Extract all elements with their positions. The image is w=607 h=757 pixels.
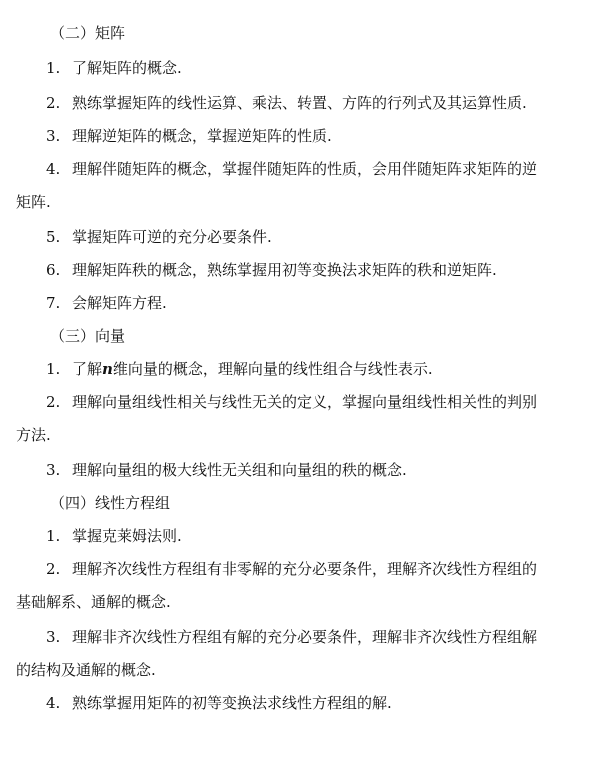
list-item <box>46 57 607 79</box>
item-continuation: 基础解系、通解的概念. <box>16 593 171 611</box>
item-number: 2. <box>46 393 61 411</box>
list-item <box>46 358 607 380</box>
item-text: 了解矩阵的概念. <box>72 59 182 77</box>
list-item <box>46 692 607 714</box>
item-text: 会解矩阵方程. <box>72 294 167 312</box>
list-item <box>46 391 607 413</box>
item-number: 7. <box>46 294 61 312</box>
item-text: 理解非齐次线性方程组有解的充分必要条件，理解非齐次线性方程组解 <box>72 628 538 646</box>
item-text: 维向量的概念，理解向量的线性组合与线性表示. <box>112 360 433 378</box>
item-number: 2. <box>46 560 61 578</box>
list-item <box>46 292 607 314</box>
section-heading-matrix: （二）矩阵 <box>50 24 126 42</box>
item-number: 4. <box>46 694 61 712</box>
item-number: 1. <box>46 360 61 378</box>
list-item <box>46 459 607 481</box>
item-number: 5. <box>46 228 61 246</box>
list-item <box>46 525 607 547</box>
item-text: 熟练掌握用矩阵的初等变换法求线性方程组的解. <box>72 694 392 712</box>
item-text: 理解齐次线性方程组有非零解的充分必要条件，理解齐次线性方程组的 <box>72 560 538 578</box>
item-text-prefix: 了解 <box>72 360 103 378</box>
item-text: 掌握克莱姆法则. <box>72 527 182 545</box>
list-item <box>46 626 607 648</box>
variable-n: n <box>102 360 113 378</box>
item-text: 理解逆矩阵的概念，掌握逆矩阵的性质. <box>72 127 332 145</box>
section-heading-vector: （三）向量 <box>50 327 126 345</box>
item-number: 4. <box>46 160 61 178</box>
item-text: 理解伴随矩阵的概念，掌握伴随矩阵的性质，会用伴随矩阵求矩阵的逆 <box>72 160 538 178</box>
list-item <box>46 92 607 114</box>
item-number: 6. <box>46 261 61 279</box>
item-number: 1. <box>46 527 61 545</box>
section-heading-linear-equations: （四）线性方程组 <box>50 494 171 512</box>
item-text: 掌握矩阵可逆的充分必要条件. <box>72 228 272 246</box>
list-item <box>46 558 607 580</box>
list-item <box>46 226 607 248</box>
item-text: 理解向量组的极大线性无关组和向量组的秩的概念. <box>72 461 407 479</box>
item-text: 熟练掌握矩阵的线性运算、乘法、转置、方阵的行列式及其运算性质. <box>72 94 527 112</box>
list-item <box>46 125 607 147</box>
list-item <box>46 158 607 180</box>
item-number: 1. <box>46 59 61 77</box>
item-continuation: 矩阵. <box>16 193 51 211</box>
item-continuation: 方法. <box>16 426 51 444</box>
item-number: 3. <box>46 461 61 479</box>
item-text: 理解矩阵秩的概念，熟练掌握用初等变换法求矩阵的秩和逆矩阵. <box>72 261 497 279</box>
list-item <box>46 259 607 281</box>
item-continuation: 的结构及通解的概念. <box>16 661 156 679</box>
item-number: 3. <box>46 127 61 145</box>
item-text: 理解向量组线性相关与线性无关的定义，掌握向量组线性相关性的判别 <box>72 393 538 411</box>
item-number: 2. <box>46 94 61 112</box>
item-number: 3. <box>46 628 61 646</box>
